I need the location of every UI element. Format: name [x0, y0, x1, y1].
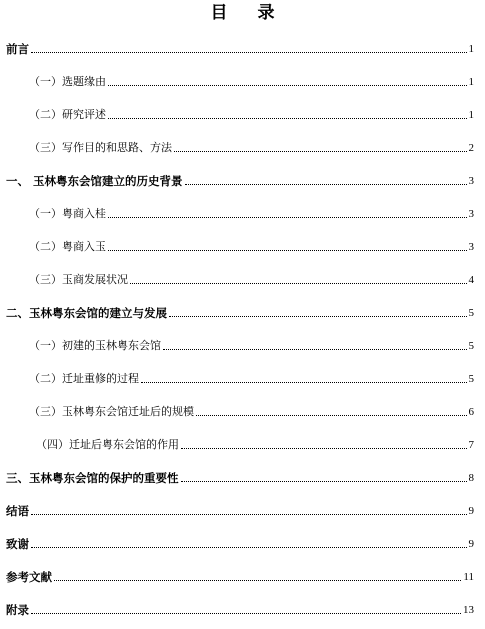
toc-entry-label: 附录	[6, 603, 29, 617]
toc-entry-2-2[interactable]	[29, 236, 474, 254]
toc-entry-1-1[interactable]	[29, 71, 474, 89]
toc-entry-label: 一、 玉林粤东会馆建立的历史背景	[6, 174, 183, 188]
dot-leader	[181, 481, 467, 482]
toc-entry-preface[interactable]	[6, 38, 474, 56]
toc-page-number: 13	[463, 604, 474, 616]
dot-leader	[181, 448, 467, 449]
toc-page-number: 1	[468, 76, 474, 88]
dot-leader	[174, 151, 467, 152]
toc-entry-label: （三）写作目的和思路、方法	[29, 141, 172, 154]
toc-entry-chapter-2[interactable]	[6, 302, 474, 320]
toc-entry-3-2[interactable]	[29, 368, 474, 386]
dot-leader	[141, 382, 467, 383]
toc-entry-1-2[interactable]	[29, 104, 474, 122]
toc-page-number: 2	[468, 142, 474, 154]
toc-entry-label: （四）迁址后粤东会馆的作用	[36, 438, 179, 451]
toc-entry-label: （一）选题缘由	[29, 75, 106, 88]
toc-page-number: 5	[468, 307, 474, 319]
toc-page-number: 9	[468, 505, 474, 517]
toc-entry-chapter-3[interactable]	[6, 467, 474, 485]
dot-leader	[163, 349, 467, 350]
dot-leader	[196, 415, 467, 416]
toc-entry-conclusion[interactable]	[6, 500, 474, 518]
toc-entry-label: （一）粤商入桂	[29, 207, 106, 220]
toc-entry-label: （三）玉林粤东会馆迁址后的规模	[29, 405, 194, 418]
toc-page-number: 7	[468, 439, 474, 451]
dot-leader	[54, 580, 461, 581]
dot-leader	[31, 514, 467, 515]
toc-entry-3-4[interactable]	[36, 434, 474, 452]
dot-leader	[31, 613, 461, 614]
toc-entry-3-1[interactable]	[29, 335, 474, 353]
toc-entry-2-1[interactable]	[29, 203, 474, 221]
toc-page-number: 5	[468, 340, 474, 352]
toc-entry-1-3[interactable]	[29, 137, 474, 155]
toc-entry-label: （二）研究评述	[29, 108, 106, 121]
toc-title: 目 录	[210, 3, 287, 23]
toc-entry-appendix[interactable]	[6, 599, 474, 617]
toc-entry-label: 结语	[6, 504, 29, 518]
toc-entry-label: 三、玉林粤东会馆的保护的重要性	[6, 471, 179, 485]
dot-leader	[169, 316, 467, 317]
dot-leader	[108, 85, 467, 86]
dot-leader	[108, 217, 467, 218]
toc-page-number: 4	[468, 274, 474, 286]
toc-entry-label: 致谢	[6, 537, 29, 551]
toc-page-number: 9	[468, 538, 474, 550]
toc-entry-3-3[interactable]	[29, 401, 474, 419]
toc-page-number: 3	[468, 175, 474, 187]
toc-entry-label: （二）粤商入玉	[29, 240, 106, 253]
dot-leader	[185, 184, 467, 185]
toc-entry-label: 前言	[6, 42, 29, 56]
dot-leader	[108, 118, 467, 119]
dot-leader	[130, 283, 467, 284]
toc-entry-chapter-1[interactable]	[6, 170, 474, 188]
toc-page-number: 3	[468, 241, 474, 253]
toc-entry-label: 参考文献	[6, 570, 52, 584]
toc-entry-2-3[interactable]	[29, 269, 474, 287]
toc-entry-label: （二）迁址重修的过程	[29, 372, 139, 385]
toc-entry-acknowledgements[interactable]	[6, 533, 474, 551]
toc-page-number: 8	[468, 472, 474, 484]
dot-leader	[31, 52, 467, 53]
toc-entry-label: （一）初建的玉林粤东会馆	[29, 339, 161, 352]
toc-entry-label: 二、玉林粤东会馆的建立与发展	[6, 306, 167, 320]
toc-page-number: 1	[468, 109, 474, 121]
toc-entry-references[interactable]	[6, 566, 474, 584]
dot-leader	[108, 250, 467, 251]
toc-entry-label: （三）玉商发展状况	[29, 273, 128, 286]
toc-page-number: 1	[468, 43, 474, 55]
toc-page-number: 6	[468, 406, 474, 418]
toc-page-number: 5	[468, 373, 474, 385]
dot-leader	[31, 547, 467, 548]
toc-page-number: 11	[463, 571, 474, 583]
toc-page-number: 3	[468, 208, 474, 220]
